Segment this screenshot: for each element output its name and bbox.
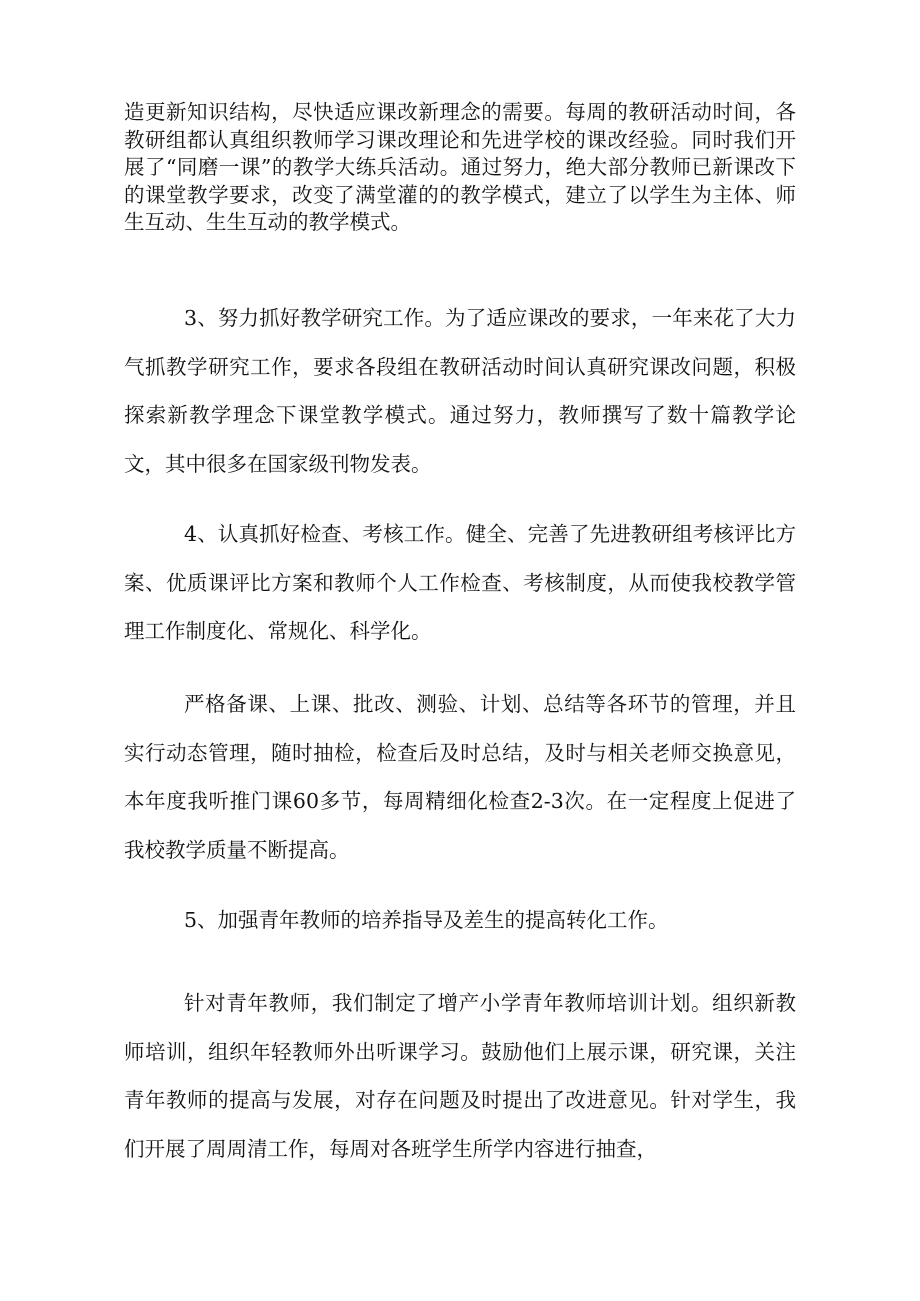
paragraph-teaching-research: 3、努力抓好教学研究工作。为了适应课改的要求，一年来花了大力气抓教学研究工作，要求各段组在教研活动时间认真研究课改问题，积极探索新教学理念下课堂教学模式。通过努力，教师撰写了数十篇教学论文，其中很多在国家级刊物发表。 [124, 306, 796, 476]
paragraph-inspection-assessment: 4、认真抓好检查、考核工作。健全、完善了先进教研组考核评比方案、优质课评比方案和教师个人工作检查、考核制度，从而使我校教学管理工作制度化、常规化、科学化。 [124, 522, 796, 643]
paragraph-continued-curriculum-reform: 造更新知识结构，尽快适应课改新理念的需要。每周的教研活动时间，各教研组都认真组织教师学习课改理论和先进学校的课改经验。同时我们开展了“同磨一课”的教学大练兵活动。通过努力，绝大部分教师已新课改下的课堂教学要求，改变了满堂灌的的教学模式，建立了以学生为主体、师生互动、生生互动的教学模式。 [124, 100, 796, 234]
paragraph-young-teachers-heading: 5、加强青年教师的培养指导及差生的提高转化工作。 [184, 908, 669, 932]
paragraph-young-teachers-training: 针对青年教师，我们制定了增产小学青年教师培训计划。组织新教师培训，组织年轻教师外出听课学习。鼓励他们上展示课，研究课，关注青年教师的提高与发展，对存在问题及时提出了改进意见。针对学生，我们开展了周周清工作，每周对各班学生所学内容进行抽查， [124, 991, 796, 1161]
paragraph-strict-management: 严格备课、上课、批改、测验、计划、总结等各环节的管理，并且实行动态管理，随时抽检，检查后及时总结，及时与相关老师交换意见，本年度我听推门课60多节，每周精细化检查2-3次。在一定程度上促进了我校教学质量不断提高。 [124, 692, 796, 862]
